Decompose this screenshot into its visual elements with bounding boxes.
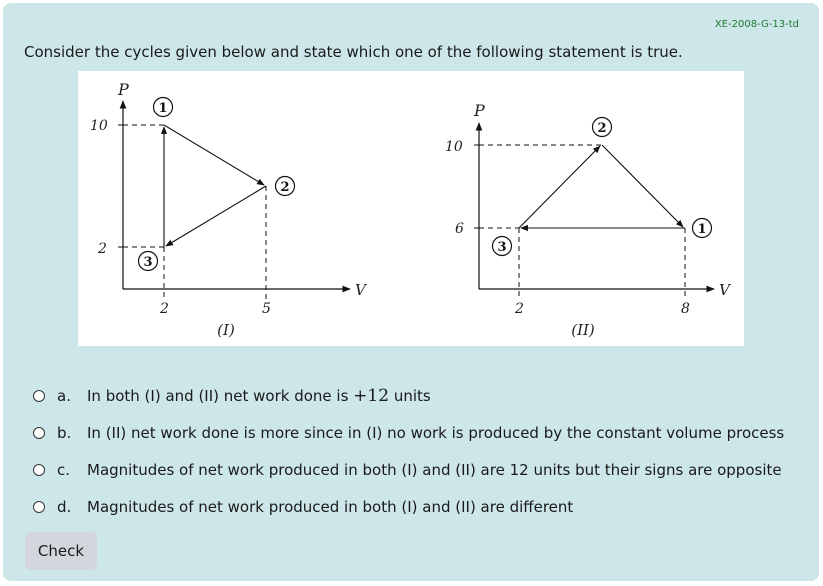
- option-text: Magnitudes of net work produced in both (I) and (II) are different: [87, 497, 574, 516]
- diagram-1-point-2: [276, 177, 295, 196]
- option-letter: a.: [57, 386, 71, 405]
- question-prompt: Consider the cycles given below and state which one of the following statement is true.: [24, 43, 683, 61]
- answer-options: [33, 377, 784, 525]
- radio-c[interactable]: [33, 464, 45, 476]
- diagram-2: [445, 101, 732, 339]
- diagram-1-caption: (I): [217, 321, 235, 339]
- option-a[interactable]: [33, 377, 784, 414]
- diagram-1-ytick-10: 10: [90, 118, 108, 134]
- check-button[interactable]: Check: [25, 532, 97, 570]
- option-letter: b.: [57, 423, 72, 442]
- svg-text:2: 2: [597, 121, 607, 136]
- diagram-2-point-3: [493, 237, 512, 256]
- diagram-2-cycle: [519, 145, 685, 228]
- diagram-2-p-label: P: [474, 101, 485, 120]
- option-text: Magnitudes of net work produced in both (I) and (II) are 12 units but their signs are opposite: [87, 460, 782, 479]
- option-a-text-pre: In both (I) and (II) net work done is: [87, 386, 354, 405]
- svg-text:3: 3: [143, 255, 153, 270]
- radio-b[interactable]: [33, 427, 45, 439]
- svg-text:1: 1: [697, 222, 707, 237]
- option-text: [87, 386, 431, 406]
- radio-d[interactable]: [33, 501, 45, 513]
- diagram-1-point-1: [154, 98, 173, 117]
- diagram-1-xtick-2: 2: [160, 301, 169, 317]
- svg-text:1: 1: [158, 101, 168, 116]
- option-text: In (II) net work done is more since in (I) no work is produced by the constant volume process: [87, 423, 785, 442]
- question-card: [3, 3, 819, 581]
- diagram-2-ytick-6: 6: [455, 221, 464, 237]
- option-d[interactable]: [33, 488, 784, 525]
- question-id: XE-2008-G-13-td: [714, 19, 799, 30]
- svg-text:2: 2: [280, 180, 290, 195]
- radio-a[interactable]: [33, 390, 45, 402]
- pv-cycle-figure: [78, 71, 744, 346]
- option-c[interactable]: [33, 451, 784, 488]
- diagram-1-cycle: [164, 125, 266, 247]
- diagram-2-point-1: [693, 219, 712, 238]
- diagram-2-xtick-8: 8: [681, 301, 690, 317]
- svg-text:3: 3: [497, 240, 507, 255]
- diagram-2-v-label: V: [719, 281, 730, 299]
- option-a-text-post: units: [389, 386, 431, 405]
- diagram-2-ytick-10: 10: [445, 139, 463, 155]
- diagram-1-guides: [123, 125, 266, 299]
- option-a-number: +12: [353, 385, 390, 406]
- option-letter: c.: [57, 460, 71, 479]
- diagram-1-xtick-5: 5: [262, 301, 271, 317]
- diagram-1-p-label: P: [118, 80, 129, 99]
- diagram-1: [90, 80, 368, 339]
- diagram-2-guides: [479, 145, 685, 299]
- diagram-1-point-3: [139, 252, 158, 271]
- diagram-1-v-label: V: [355, 281, 366, 299]
- diagram-1-ytick-2: 2: [98, 241, 107, 257]
- option-b[interactable]: [33, 414, 784, 451]
- diagram-2-xtick-2: 2: [515, 301, 524, 317]
- diagram-2-caption: (II): [571, 321, 595, 339]
- option-letter: d.: [57, 497, 72, 516]
- diagram-2-point-2: [593, 118, 612, 137]
